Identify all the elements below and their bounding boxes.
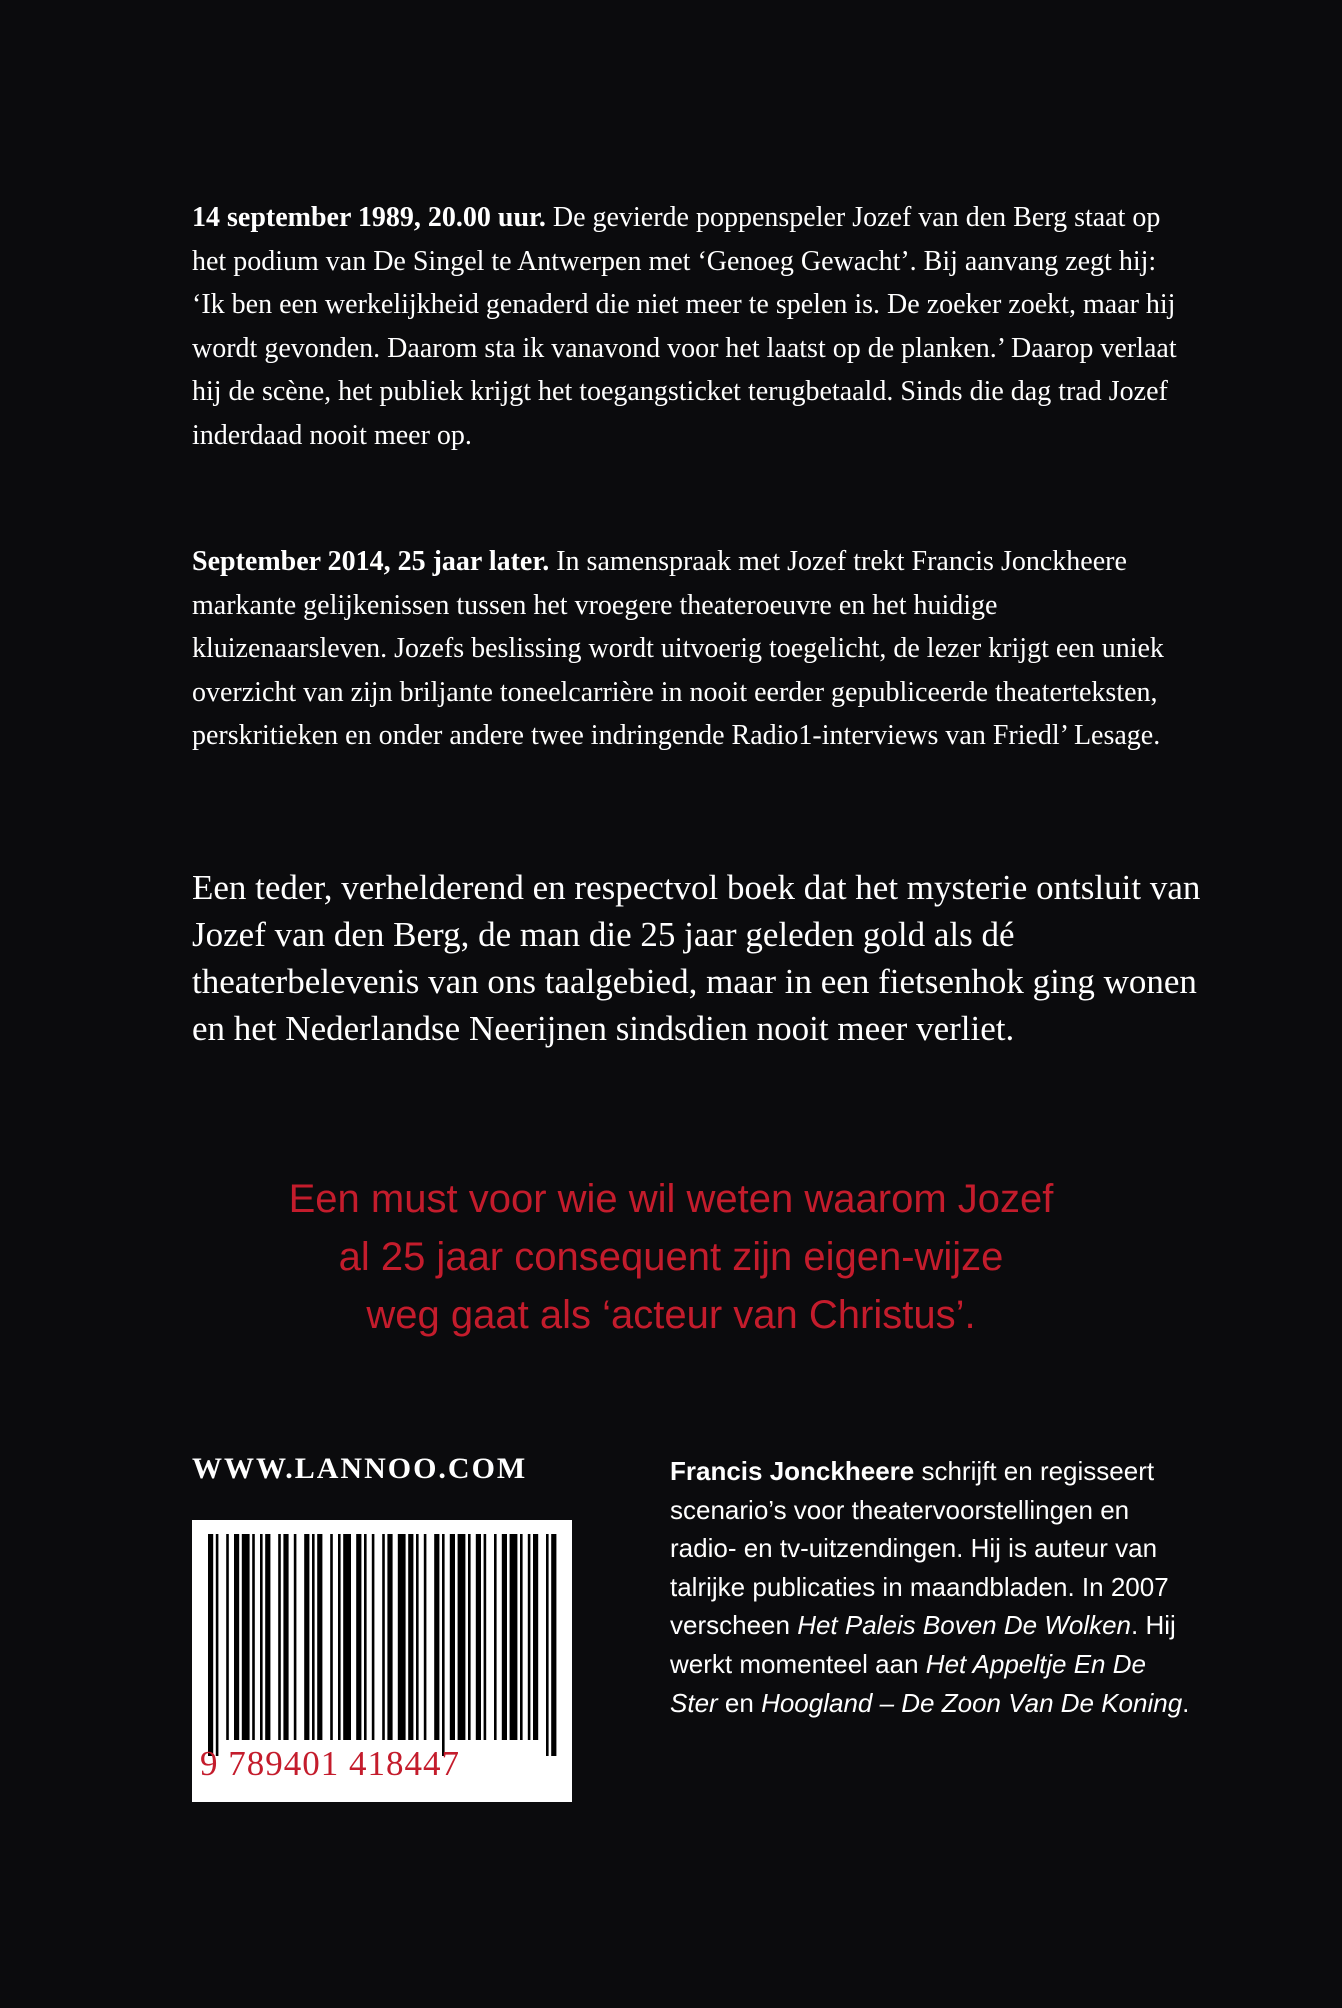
barcode-bar [528, 1534, 531, 1740]
barcode-bar [494, 1534, 497, 1740]
author-bio-text-1: schrijft en regisseert scenario’s voor theatervoorstellingen en radio- en tv-uitzendingen. Hij is auteur van talrijke publicaties in maandbladen. In 2007 verscheen [670, 1456, 1169, 1641]
synopsis-paragraph-2-lead: September 2014, 25 jaar later. [192, 546, 550, 577]
barcode-bar [343, 1534, 351, 1740]
barcode-bar [424, 1534, 427, 1740]
barcode-bar [304, 1534, 309, 1740]
barcode-bar [450, 1534, 455, 1740]
barcode-bar [458, 1534, 466, 1740]
barcode-bar [476, 1534, 481, 1740]
barcode-bar [226, 1534, 229, 1740]
barcode-bar [387, 1534, 392, 1740]
barcode-bar [312, 1534, 315, 1740]
barcode-bar [283, 1534, 288, 1740]
barcode-bar [216, 1534, 219, 1756]
barcode-bar [502, 1534, 507, 1740]
barcode-bar [551, 1534, 556, 1756]
barcode-bar [382, 1534, 385, 1740]
barcode-bar [520, 1534, 523, 1740]
barcode-bar [398, 1534, 406, 1740]
book-title-2: Het Appeltje En De Ster [670, 1648, 1146, 1718]
barcode-bar [468, 1534, 471, 1740]
barcode-bar [208, 1534, 213, 1756]
barcode-bar [278, 1534, 281, 1740]
author-bio-text-4: . [1182, 1687, 1190, 1718]
barcode-bar [408, 1534, 413, 1740]
author-bio-text-3: en [717, 1687, 762, 1718]
barcode-bar [356, 1534, 361, 1740]
pull-quote [0, 1170, 1342, 1344]
book-title-1: Het Paleis Boven De Wolken [797, 1610, 1132, 1641]
barcode-bar [434, 1534, 439, 1740]
barcode-bar [484, 1534, 487, 1740]
barcode-bar [364, 1534, 367, 1740]
lead-paragraph: Een teder, verhelderend en respectvol boek dat het mysterie ontsluit van Jozef van den Berg, de man die 25 jaar geleden gold als dé theaterbelevenis van ons taalgebied, maar in een fietsenhok ging wonen en het Nederlandse Neerijnen sindsdien nooit meer verliet. [192, 868, 1201, 1048]
barcode-bar [317, 1534, 322, 1740]
barcode-bar [533, 1534, 538, 1740]
barcode-bar [242, 1534, 250, 1740]
barcode-bar [265, 1534, 270, 1740]
barcode-bar [372, 1534, 375, 1740]
isbn-number: 9 789401 418447 [200, 1744, 460, 1783]
barcode-bar [330, 1534, 333, 1740]
synopsis-paragraph-1-text: De gevierde poppenspeler Jozef van den Berg staat op het podium van De Singel te Antwerpen met ‘Genoeg Gewacht’. Bij aanvang zegt hij: ‘Ik ben een werkelijkheid genaderd die niet meer te spelen is. De zoeker zoekt, maar hij wordt gevonden. Daarom sta ik vanavond voor het laatst op de planken.’ Daarop verlaat hij de scène, het publiek krijgt het toegangsticket terugbetaald. Sinds die dag trad Jozef inderdaad nooit meer op. [192, 202, 1177, 451]
author-bio [670, 1452, 1190, 1722]
pull-quote-line-1: Een must voor wie wil weten waarom Jozef [288, 1177, 1054, 1221]
synopsis-paragraph-2-text: In samenspraak met Jozef trekt Francis Jonckheere markante gelijkenissen tussen het vroegere theateroeuvre en het huidige kluizenaarsleven. Jozefs beslissing wordt uitvoerig toegelicht, de lezer krijgt een uniek overzicht van zijn briljante toneelcarrière in nooit eerder gepubliceerde theaterteksten, perskritieken en onder andere twee indringende Radio1-interviews van Friedl’ Lesage. [192, 546, 1164, 751]
barcode-bar [416, 1534, 419, 1740]
isbn-barcode [192, 1520, 572, 1802]
synopsis-paragraph-1-lead: 14 september 1989, 20.00 uur. [192, 202, 546, 233]
author-bio-text-2: . Hij werkt momenteel aan [670, 1610, 1176, 1679]
barcode-bar [510, 1534, 518, 1740]
barcode-bar [294, 1534, 297, 1740]
synopsis-paragraph-2 [192, 540, 1192, 758]
pull-quote-line-3: weg gaat als ‘acteur van Christus’. [366, 1293, 976, 1337]
barcode-bar [442, 1534, 445, 1756]
publisher-website: WWW.LANNOO.COM [192, 1452, 528, 1485]
barcode-bar [252, 1534, 255, 1740]
barcode-bar [260, 1534, 263, 1740]
pull-quote-line-2: al 25 jaar consequent zijn eigen-wijze [338, 1235, 1004, 1279]
author-name: Francis Jonckheere [670, 1456, 915, 1486]
barcode-bar [338, 1534, 341, 1740]
synopsis-paragraph-1 [192, 196, 1192, 457]
barcode-bar [234, 1534, 239, 1740]
barcode-bar [546, 1534, 549, 1756]
book-title-3: Hoogland – De Zoon Van De Koning [761, 1687, 1183, 1718]
